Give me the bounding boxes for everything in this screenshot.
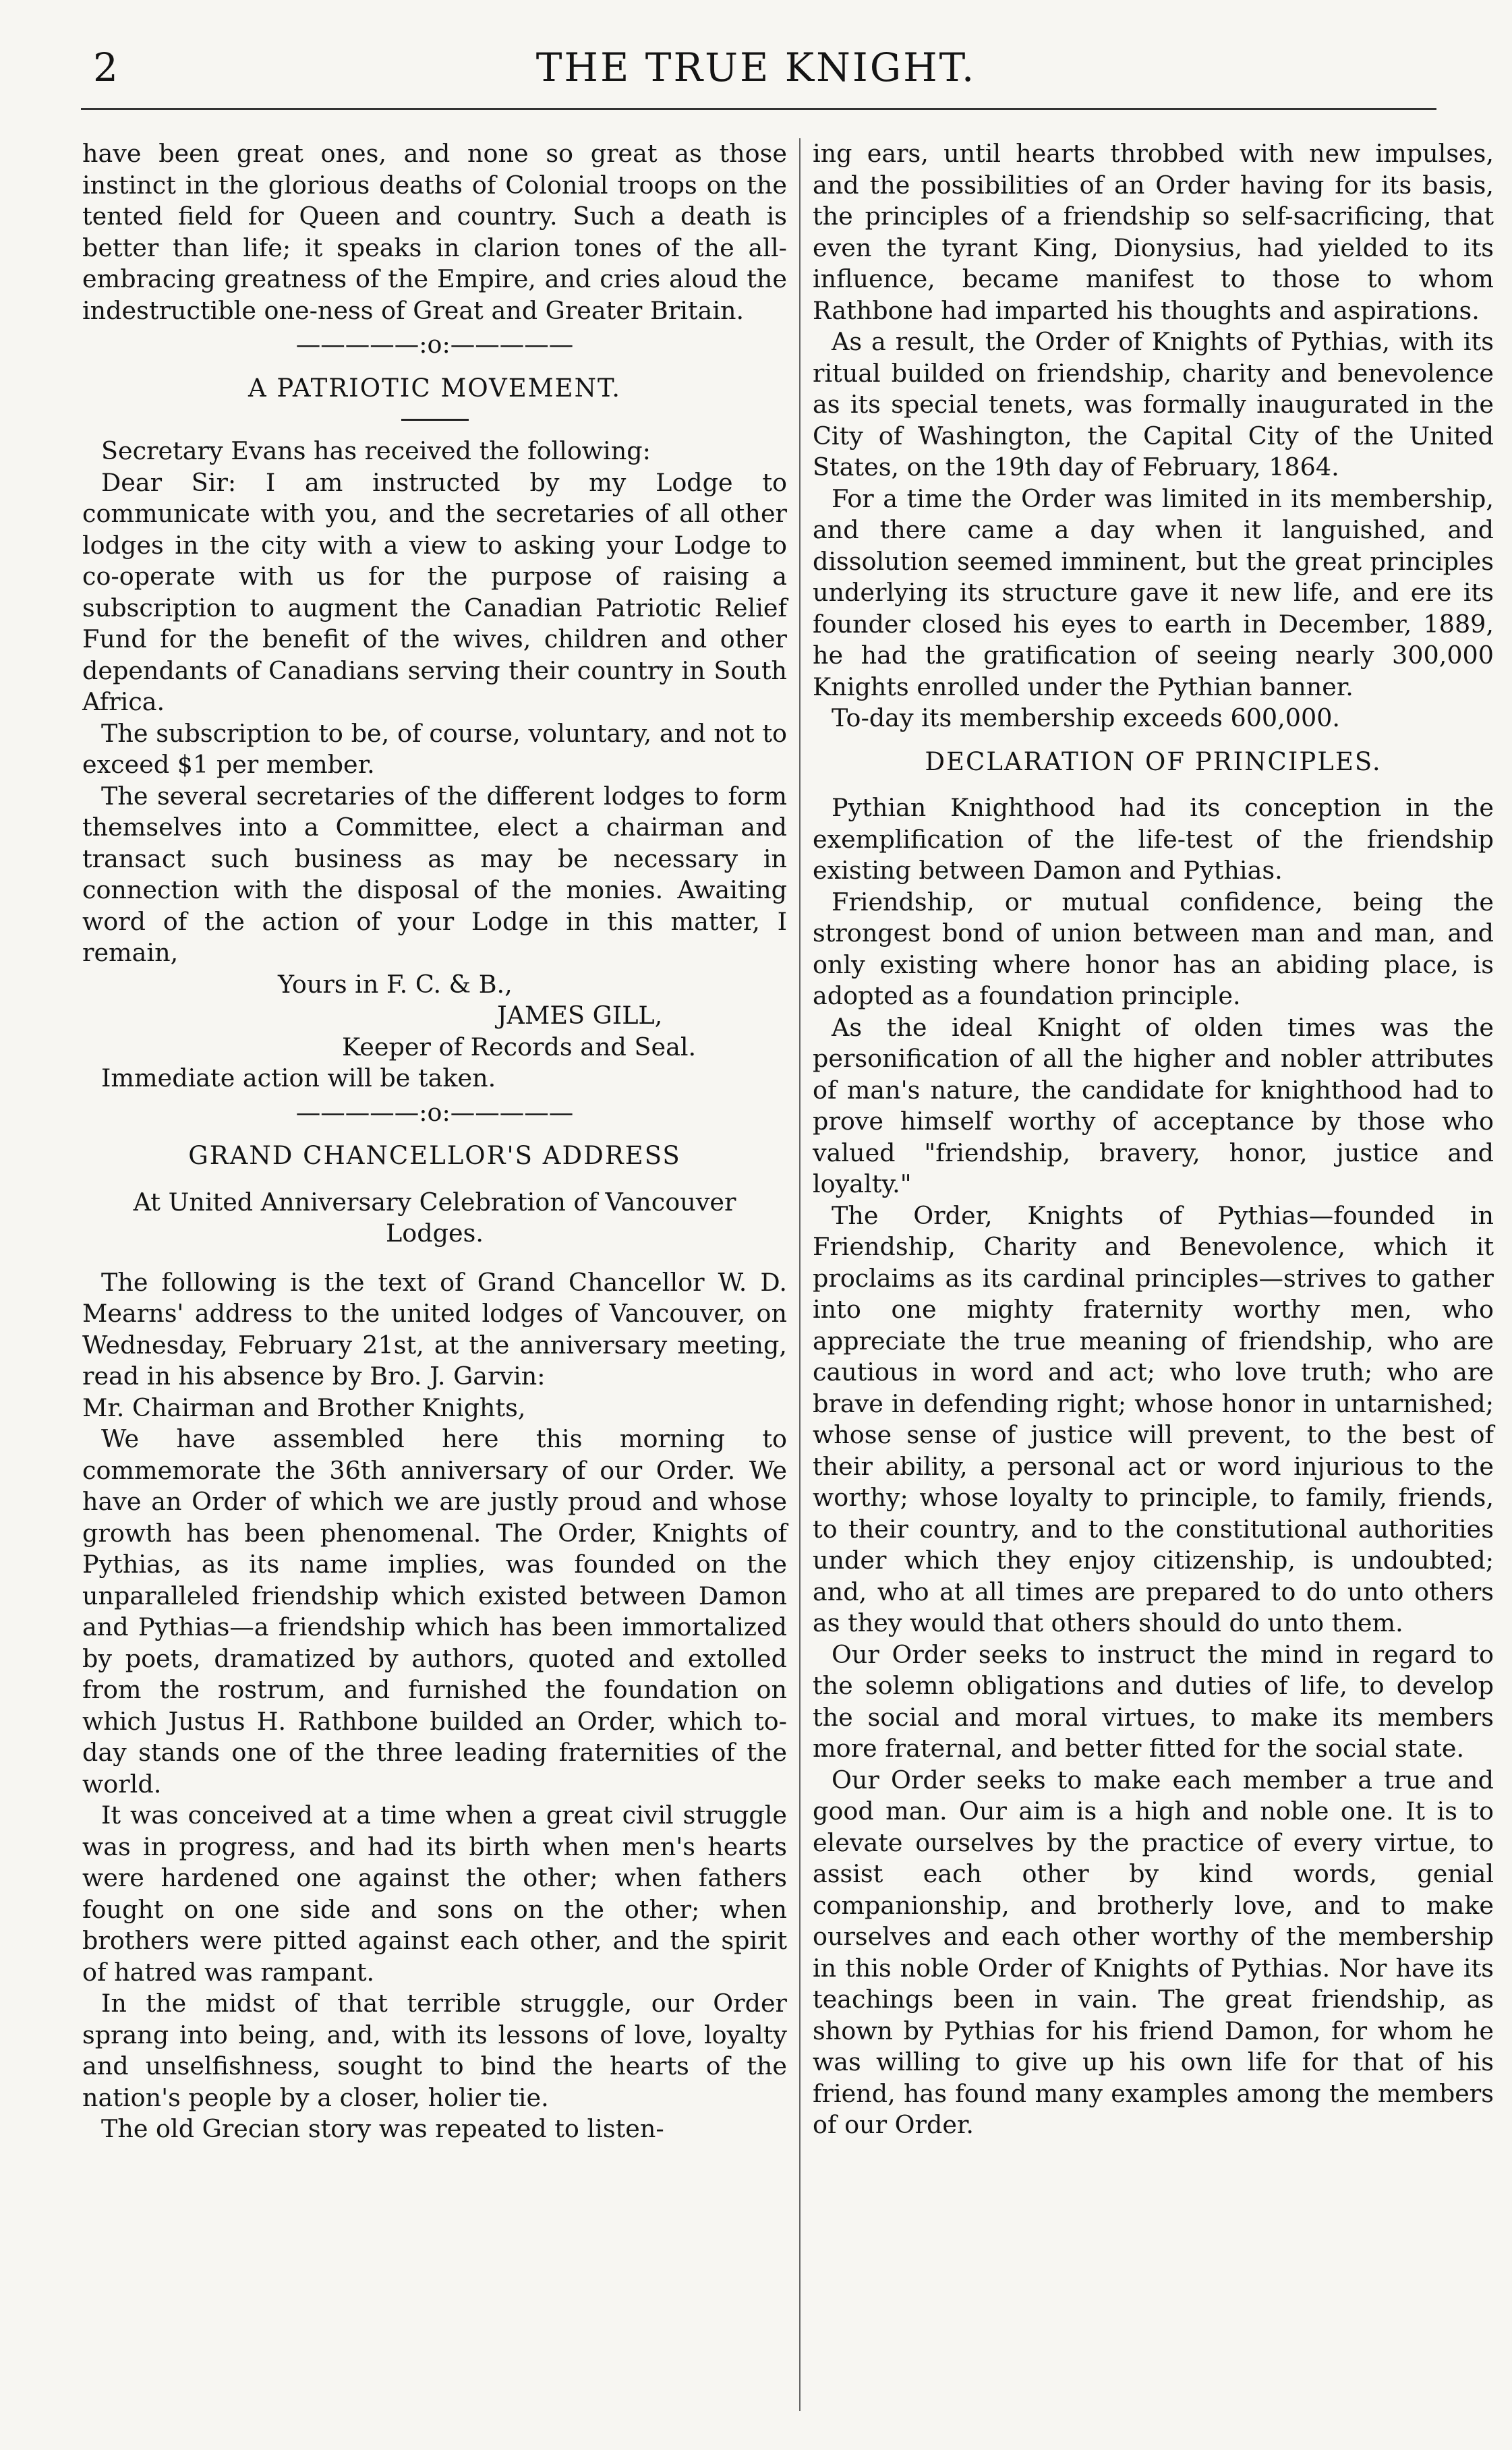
subheading: At United Anniversary Celebration of Vancouver Lodges. xyxy=(133,1187,736,1248)
paragraph: Friendship, or mutual confidence, being the strongest bond of union between man and man, and only existing where honor has an abiding place, is adopted as a foundation principle. xyxy=(813,887,1494,1010)
section-separator: —————:o:————— xyxy=(295,1097,574,1127)
left-column xyxy=(82,138,787,2145)
running-title: THE TRUE KNIGHT. xyxy=(535,45,977,90)
paragraph: ing ears, until hearts throbbed with new impulses, and the possibilities of an Order having for its basis, the principles of a friendship so self-sacrificing, that even the tyrant King, Dionysius, had yielded to its influence, became manifest to those to whom Rathbone had imparted his thoughts and aspirations. xyxy=(813,139,1494,325)
paragraph: The following is the text of Grand Chancellor W. D. Mearns' address to the united lodges of Vancouver, on Wednesday, February 21st, at the anniversary meeting, read in his absence by Bro. J. Garvin: xyxy=(82,1267,787,1391)
heading-rule xyxy=(401,419,469,421)
paragraph: Our Order seeks to make each member a true and good man. Our aim is a high and noble one. It is to elevate ourselves by the practice of every virtue, to assist each other by kind words, genial companionship, and brotherly love, and to make ourselves and each other worthy of the membership in this noble Order of Knights of Pythias. Nor have its teachings been in vain. The great friendship, as shown by Pythias for his friend Damon, for whom he was willing to give up his own life for that of his friend, has found many examples among the members of our Order. xyxy=(813,1765,1494,2139)
paragraph: have been great ones, and none so great as those instinct in the glorious deaths of Colonial troops on the tented field for Queen and country. Such a death is better than life; it speaks in clarion tones of the all-embracing greatness of the Empire, and cries aloud the indestructible one-ness of Great and Greater Britain. xyxy=(82,139,787,325)
paragraph: As the ideal Knight of olden times was the personification of all the higher and nobler attributes of man's nature, the candidate for knighthood had to prove himself worthy of acceptance by those who valued "friendship, bravery, honor, justice and loyalty." xyxy=(813,1012,1494,1198)
page-number: 2 xyxy=(93,45,118,90)
heading-grand-chancellor: GRAND CHANCELLOR'S ADDRESS xyxy=(188,1141,681,1170)
heading-declaration: DECLARATION OF PRINCIPLES. xyxy=(925,747,1382,776)
header-rule xyxy=(81,108,1436,110)
spacer xyxy=(82,1250,787,1267)
paragraph: Dear Sir: I am instructed by my Lodge to communicate with you, and the secretaries of all other lodges in the city with a view to asking your Lodge to co-operate with us for the purpose of raising a subscription to augment the Canadian Patriotic Relief Fund for the benefit of the wives, children and other dependants of Canadians serving their country in South Africa. xyxy=(82,467,787,716)
paragraph: In the midst of that terrible struggle, our Order sprang into being, and, with its lessons of love, loyalty and unselfishness, sought to bind the hearts of the nation's people by a closer, holier tie. xyxy=(82,1989,787,2112)
paragraph: It was conceived at a time when a great civil struggle was in progress, and had its birth when men's hearts were hardened one against the other; when fathers fought on one side and sons on the other; when brothers were pitted against each other, and the spirit of hatred was rampant. xyxy=(82,1801,787,1987)
paragraph: The old Grecian story was repeated to listen- xyxy=(101,2114,664,2143)
paragraph: We have assembled here this morning to commemorate the 36th anniversary of our Order. We have an Order of which we are justly proud and whose growth has been phenomenal. The Order, Knights of Pythias, as its name implies, was founded on the unparalleled friendship which existed between Damon and Pythias—a friendship which has been immortalized by poets, dramatized by authors, quoted and extolled from the rostrum, and furnished the foundation on which Justus H. Rathbone builded an Order, which to-day stands one of the three leading fraternities of the world. xyxy=(82,1424,787,1799)
paragraph: To-day its membership exceeds 600,000. xyxy=(832,703,1341,732)
signature-closing: Yours in F. C. & B., xyxy=(278,969,513,999)
section-separator: —————:o:————— xyxy=(295,330,574,359)
paragraph: Pythian Knighthood had its conception in the exemplification of the life-test of the friendship existing between Damon and Pythias. xyxy=(813,793,1494,885)
paragraph: Our Order seeks to instruct the mind in regard to the solemn obligations and duties of life, to develop the social and moral virtues, to make its members more fraternal, and better fitted for the social state. xyxy=(813,1639,1494,1763)
signature-name: JAMES GILL, xyxy=(497,1001,663,1030)
right-column xyxy=(813,138,1494,2141)
page-header xyxy=(0,37,1512,98)
paragraph: The several secretaries of the different lodges to form themselves into a Committee, elect a chairman and transact such business as may be necessary in connection with the disposal of the monies. Awaiting word of the action of your Lodge in this matter, I remain, xyxy=(82,781,787,967)
paragraph: As a result, the Order of Knights of Pythias, with its ritual builded on friendship, charity and benevolence as its special tenets, was formally inaugurated in the City of Washington, the Capital City of the United States, on the 19th day of February, 1864. xyxy=(813,327,1494,482)
salutation: Mr. Chairman and Brother Knights, xyxy=(82,1393,526,1422)
paragraph: The Order, Knights of Pythias—founded in Friendship, Charity and Benevolence, which it proclaims as its cardinal principles—strives to gather into one mighty fraternity worthy men, who appreciate the true meaning of friendship, who are cautious in word and act; who love truth; who are brave in defending right; whose honor in untarnished; whose sense of justice will prevent, to the best of their ability, a personal act or word injurious to the worthy; whose loyalty to principle, to family, friends, to their country, and to the constitutional authorities under which they enjoy citizenship, is undoubted; and, who at all times are prepared to do unto others as they would that others should do unto them. xyxy=(813,1200,1494,1637)
paragraph: For a time the Order was limited in its membership, and there came a day when it languished, and dissolution seemed imminent, but the great principles underlying its structure gave it new life, and ere its founder closed his eyes to earth in December, 1889, he had the gratification of seeing nearly 300,000 Knights enrolled under the Pythian banner. xyxy=(813,484,1494,701)
column-divider xyxy=(799,138,801,2411)
heading-patriotic-movement: A PATRIOTIC MOVEMENT. xyxy=(248,373,622,403)
paragraph: Immediate action will be taken. xyxy=(101,1063,496,1092)
paragraph: The subscription to be, of course, voluntary, and not to exceed $1 per member. xyxy=(82,718,787,779)
signature-title: Keeper of Records and Seal. xyxy=(342,1032,697,1061)
paragraph: Secretary Evans has received the following: xyxy=(101,436,651,465)
